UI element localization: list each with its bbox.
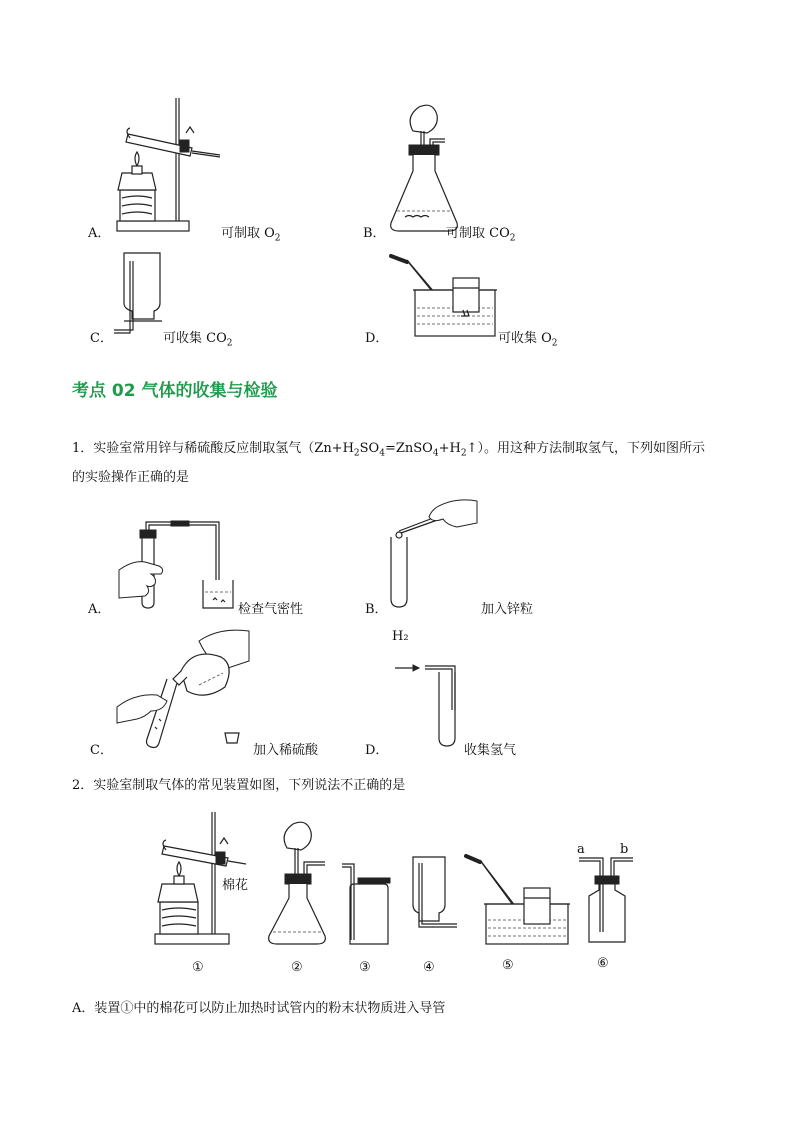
option-letter: C． xyxy=(90,331,113,346)
option-a-caption xyxy=(221,222,281,244)
section-heading: 考点 02 气体的收集与检验 xyxy=(72,381,278,401)
question-number: 2． xyxy=(72,778,94,793)
q2-option-a: A．装置①中的棉花可以防止加热时试管内的粉末状物质进入导管 xyxy=(72,1001,446,1016)
caption-text: 可制取 O xyxy=(221,226,275,241)
subscript: 2 xyxy=(460,448,467,459)
q1-option-c-caption: 加入稀硫酸 xyxy=(253,743,319,758)
apparatus-label-1: ① xyxy=(192,960,204,975)
q1-stem xyxy=(72,437,705,459)
port-label-b: b xyxy=(620,842,629,857)
option-b-label xyxy=(363,222,386,241)
q2-apparatus-4 xyxy=(405,855,460,935)
q1-option-a-caption: 检查气密性 xyxy=(238,602,304,617)
stem-text: 实验室制取气体的常见装置如图，下列说法不正确的是 xyxy=(93,778,406,793)
figure-d-water-trough-apparatus xyxy=(385,250,500,340)
q2-apparatus-6 xyxy=(575,852,640,947)
stem-part: =ZnSO xyxy=(384,441,433,456)
subscript: 2 xyxy=(353,448,360,459)
subscript: 4 xyxy=(432,448,439,459)
q1-option-a-label: A． xyxy=(88,602,111,617)
q1-option-d-label: D． xyxy=(365,743,389,758)
option-d-label xyxy=(365,327,388,346)
apparatus-label-4: ④ xyxy=(423,960,435,975)
option-d-caption xyxy=(498,327,558,349)
q1-figure-c-pouring-acid xyxy=(115,627,255,752)
figure-a-heating-apparatus xyxy=(100,98,230,233)
apparatus-label-5: ⑤ xyxy=(502,958,514,973)
caption-text: 可收集 O xyxy=(498,331,552,346)
option-letter: A． xyxy=(88,226,111,241)
caption-text: 可收集 CO xyxy=(163,331,227,346)
option-c-caption xyxy=(163,327,232,349)
figure-b-flask-apparatus xyxy=(385,103,485,238)
q2-apparatus-5 xyxy=(462,852,572,947)
stem-part: +H xyxy=(438,441,461,456)
figure-c-bottle-apparatus xyxy=(110,253,170,338)
apparatus-label-2: ② xyxy=(291,960,303,975)
apparatus-label-6: ⑥ xyxy=(597,956,609,971)
caption-text: 可制取 CO xyxy=(446,226,510,241)
q1-figure-a-airtightness xyxy=(115,518,250,613)
subscript: 2 xyxy=(226,338,233,349)
cotton-label: 棉花 xyxy=(222,878,249,893)
subscript: 4 xyxy=(379,448,385,459)
option-letter: D． xyxy=(365,331,389,346)
q1-figure-b-adding-zinc xyxy=(385,495,485,610)
stem-part: ↑）。用这种方法制取氢气，下列如图所示 xyxy=(466,441,705,456)
option-b-caption xyxy=(446,222,515,244)
port-label-a: a xyxy=(577,842,585,857)
option-a-label xyxy=(88,222,110,241)
subscript: 2 xyxy=(274,233,281,244)
option-c-label xyxy=(90,327,113,346)
q1-option-c-label: C． xyxy=(90,743,113,758)
subscript: 2 xyxy=(509,233,516,244)
q2-apparatus-3 xyxy=(340,858,395,948)
question-number: 1． xyxy=(72,441,94,456)
q1-figure-d-collecting-h2 xyxy=(395,650,465,750)
h2-label: H₂ xyxy=(392,629,409,644)
subscript: 2 xyxy=(551,338,558,349)
q1-option-b-label: B． xyxy=(365,602,388,617)
option-letter: B． xyxy=(363,226,386,241)
stem-part: SO xyxy=(359,441,380,456)
q2-stem xyxy=(72,774,405,793)
apparatus-label-3: ③ xyxy=(359,960,371,975)
q1-option-b-caption: 加入锌粒 xyxy=(481,602,534,617)
stem-part: 实验室常用锌与稀硫酸反应制取氢气（Zn+H xyxy=(93,441,354,456)
q1-option-d-caption: 收集氢气 xyxy=(464,743,517,758)
q1-stem-line2: 的实验操作正确的是 xyxy=(72,470,190,485)
